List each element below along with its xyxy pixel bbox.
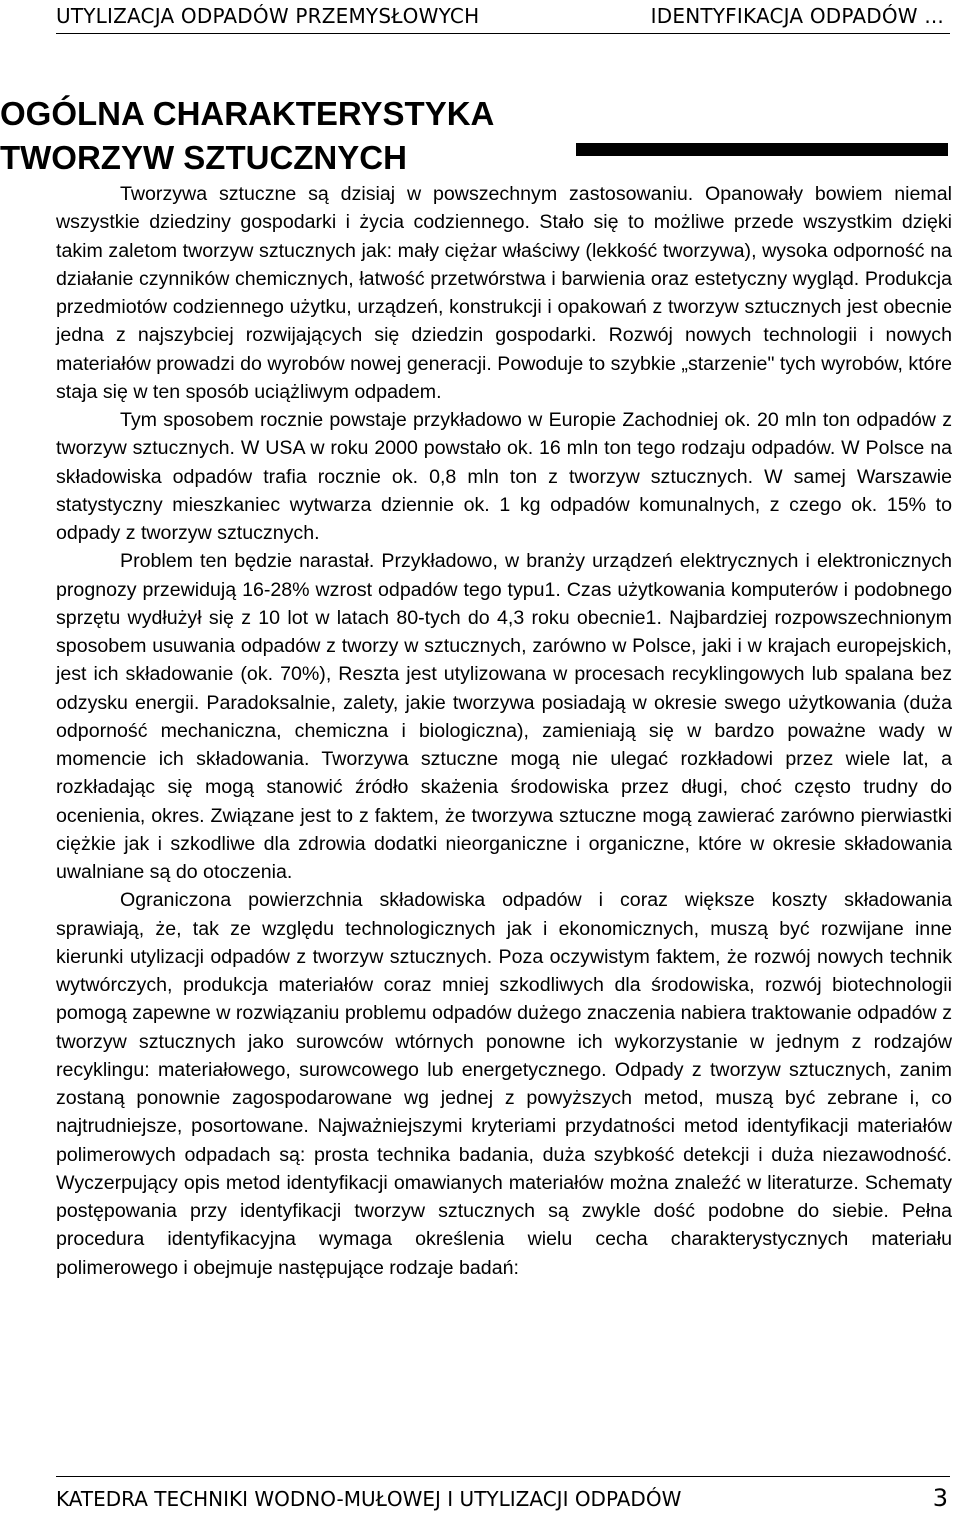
section-title xyxy=(0,92,494,180)
page-number: 3 xyxy=(932,1484,948,1512)
section-title-line-1: OGÓLNA CHARAKTERYSTYKA xyxy=(0,95,495,132)
footer-rule xyxy=(56,1476,950,1477)
body-text xyxy=(56,180,952,1282)
paragraph: Tworzywa sztuczne są dzisiaj w powszechnym zastosowaniu. Opanowały bowiem niemal wszystkie dziedziny gospodarki i życia codziennego. Stało się to możliwe przede wszystkim dzięki takim zaletom tworzyw sztucznych jak: mały ciężar właściwy (lekkość tworzywa), wysoka odporność na działanie czynników chemicznych, łatwość przetwórstwa i barwienia oraz estetyczny wygląd. Produkcja przedmiotów codziennego użytku, urządzeń, konstrukcji i opakowań z tworzyw sztucznych jest obecnie jedna z najszybciej rozwijających się dziedzin gospodarki. Rozwój nowych technologii i nowych materiałów prowadzi do wyrobów nowej generacji. Powoduje to szybkie „starzenie" tych wyrobów, które staja się w ten sposób uciążliwym odpadem. xyxy=(56,183,952,403)
paragraph: Problem ten będzie narastał. Przykładowo, w branży urządzeń elektrycznych i elektronicznych prognozy przewidują 16-28% wzrost odpadów tego typu1. Czas użytkowania komputerów i podobnego sprzętu wydłużył się z 10 lot w latach 80-tych do 4,3 roku obecnie1. Najbardziej rozpowszechnionym sposobem usuwania odpadów z tworzy w sztucznych, zarówno w Polsce, jaki i w krajach europejskich, jest ich składowanie (ok. 70%), Reszta jest utylizowana w procesach recyklingowych lub spalana bez odzysku energii. Paradoksalnie, zalety, jakie tworzywa posiadają w okresie swego użytkowania (duża odporność mechaniczna, chemiczna i biologiczna), zamieniają się w bardzo poważne wady w momencie ich składowania. Tworzywa sztuczne mogą nie ulegać rozkładowi przez wiele lat, a rozkładając się mogą stanowić źródło skażenia środowiska przez długi, choć często trudny do ocenienia, okres. Związane jest to z faktem, że tworzywa sztuczne mogą zawierać zarówno pierwiastki ciężkie jak i szkodliwe dla zdrowia dodatki nieorganiczne i organiczne, które w okresie składowania uwalniane są do otoczenia. xyxy=(56,550,952,883)
paragraph: Ograniczona powierzchnia składowiska odpadów i coraz większe koszty składowania sprawiają, że, tak ze względu technologicznych jak i ekonomicznych, muszą być rozwijane inne kierunki utylizacji odpadów z tworzyw sztucznych. Poza oczywistym faktem, że rozwój nowych technik wytwórczych, produkcja materiałów coraz mniej szkodliwych dla środowiska, rozwój biotechnologii pomogą zapewne w rozwiązaniu problemu odpadów dużego znaczenia nabiera traktowanie odpadów z tworzyw sztucznych jako surowców wtórnych ponowne ich wykorzystanie w jednym z rodzajów recyklingu: materiałowego, surowcowego lub energetycznego. Odpady z tworzyw sztucznych, zanim zostaną ponownie zagospodarowane wg jednej z powyższych metod, muszą być zebrane i, co najtrudniejsze, posortowane. Najważniejszymi kryteriami przydatności metod identyfikacji materiałów polimerowych odpadach są: prosta technika badania, duża szybkość detekcji i duża niezawodność. Wyczerpujący opis metod identyfikacji omawianych materiałów można znaleźć w literaturze. Schematy postępowania przy identyfikacji tworzyw sztucznych są zwykle dość podobne do siebie. Pełna procedura identyfikacyjna wymaga określenia wielu cecha charakterystycznych materiału polimerowego i obejmuje następujące rodzaje badań: xyxy=(56,889,952,1279)
header-rule xyxy=(56,33,950,34)
section-title-line-2: TWORZYW SZTUCZNYCH xyxy=(0,139,407,176)
title-decorative-bar xyxy=(576,143,948,156)
paragraph: Tym sposobem rocznie powstaje przykładowo w Europie Zachodniej ok. 20 mln ton odpadów z tworzyw sztucznych. W USA w roku 2000 powstało ok. 16 mln ton tego rodzaju odpadów. W Polsce na składowiska odpadów trafia rocznie ok. 0,8 mln ton z tworzyw sztucznych. W samej Warszawie statystyczny mieszkaniec wytwarza dziennie ok. 1 kg odpadów komunalnych, z czego ok. 15% to odpady z tworzyw sztucznych. xyxy=(56,409,952,544)
footer-department: KATEDRA TECHNIKI WODNO-MUŁOWEJ I UTYLIZACJI ODPADÓW xyxy=(56,1487,682,1511)
header-left-title: UTYLIZACJA ODPADÓW PRZEMYSŁOWYCH xyxy=(56,4,480,28)
header-right-title: IDENTYFIKACJA ODPADÓW ... xyxy=(650,4,944,28)
page-header xyxy=(0,0,960,34)
